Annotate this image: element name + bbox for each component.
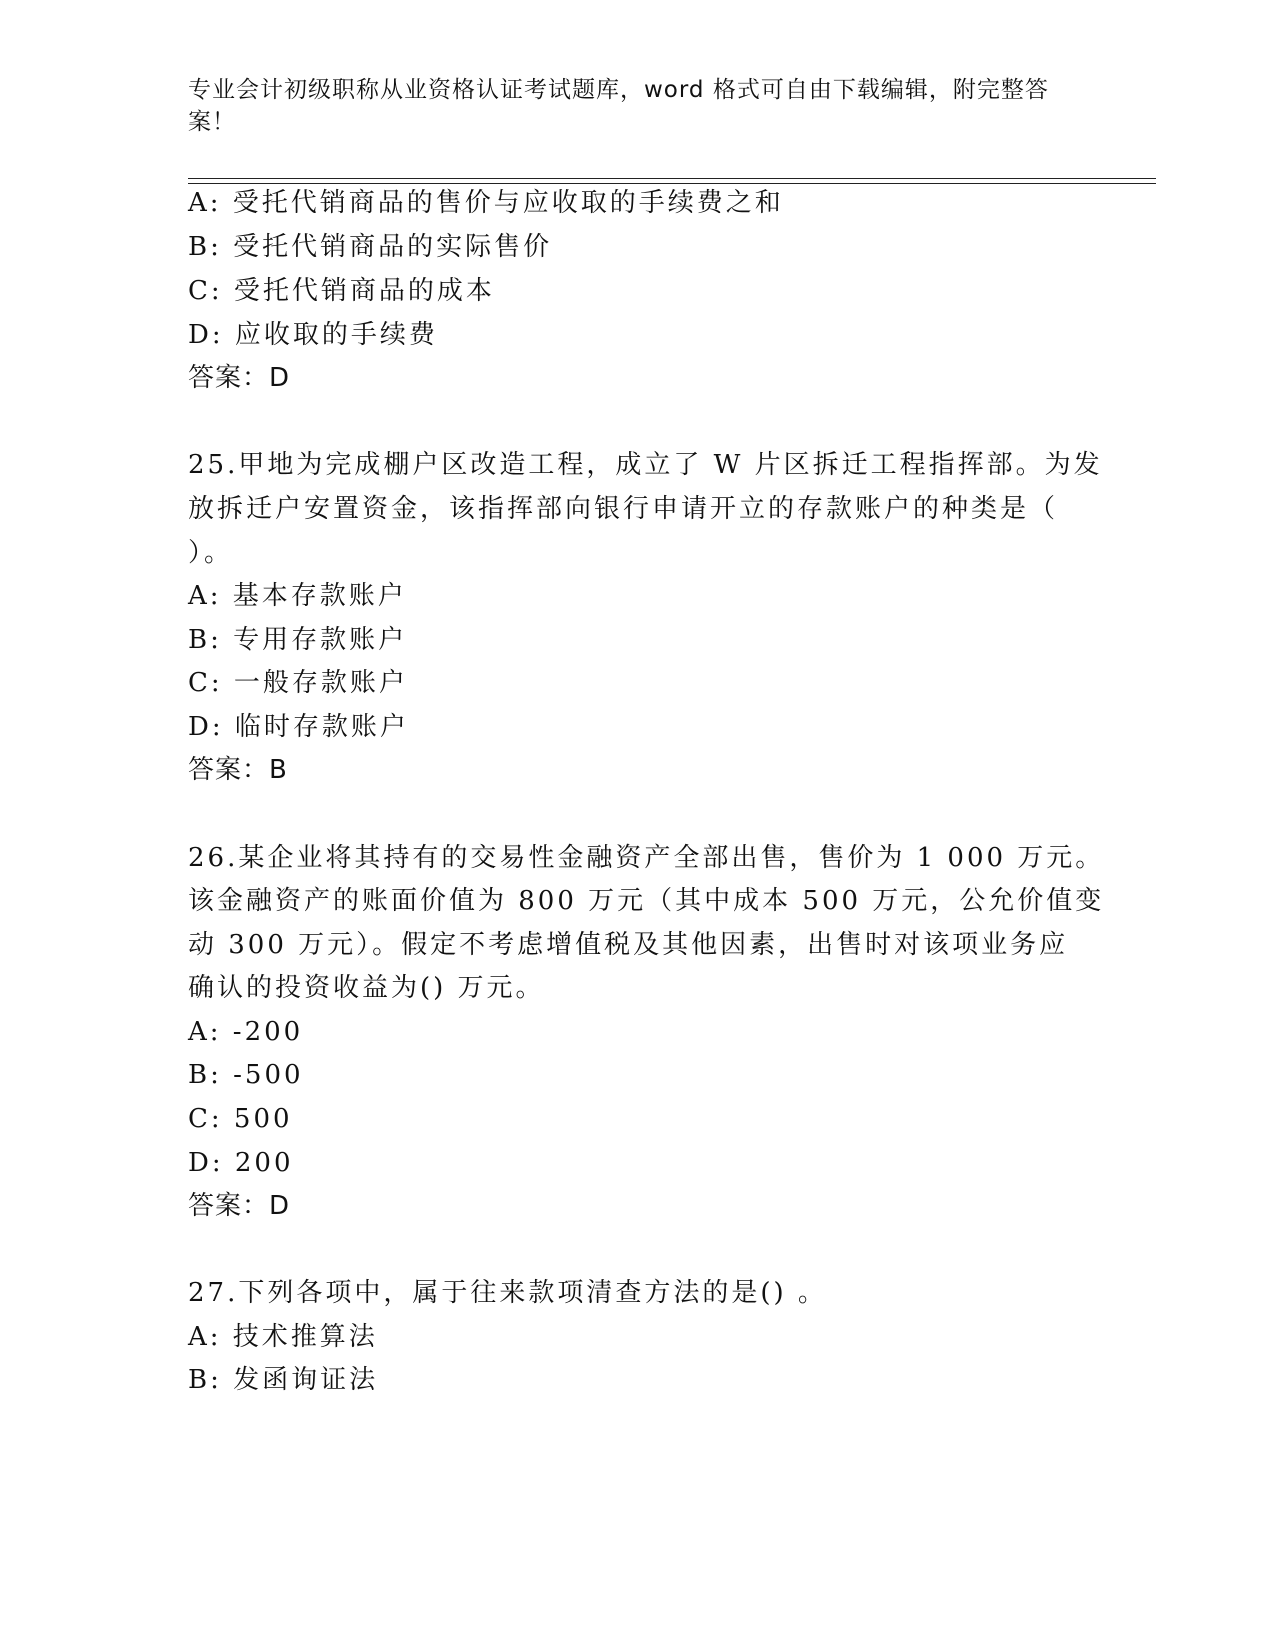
option-c: C: 500 [188,1104,293,1134]
option-d: D: 200 [188,1148,294,1178]
option-a: A: 基本存款账户 [188,581,407,611]
question-25-stem-line-3: ）。 [188,538,234,568]
answer: 答案：D [188,363,291,393]
answer: 答案：D [188,1191,291,1221]
document-header [188,74,1068,138]
answer: 答案：B [188,755,288,785]
header-line-1: 专业会计初级职称从业资格认证考试题库，word 格式可自由下载编辑，附完整答 [188,77,1049,103]
question-25-stem-line-2: 放拆迁户安置资金，该指挥部向银行申请开立的存款账户的种类是（ [188,494,1059,524]
option-c: C: 一般存款账户 [188,668,408,698]
option-a: A: -200 [188,1017,304,1047]
option-b: B: -500 [188,1060,304,1090]
header-divider-top [188,178,1156,179]
question-27-stem-line-1: 27.下列各项中，属于往来款项清查方法的是() 。 [188,1278,827,1308]
option-b: B: 发函询证法 [188,1365,379,1395]
question-26-stem-line-3: 动 300 万元）。假定不考虑增值税及其他因素，出售时对该项业务应 [188,930,1069,960]
question-25-stem-line-1: 25.甲地为完成棚户区改造工程，成立了 W 片区拆迁工程指挥部。为发 [188,450,1103,480]
question-26-stem-line-1: 26.某企业将其持有的交易性金融资产全部出售，售价为 1 000 万元。 [188,843,1105,873]
question-26-stem-line-2: 该金融资产的账面价值为 800 万元（其中成本 500 万元，公允价值变 [188,886,1105,916]
option-d: D: 临时存款账户 [188,712,409,742]
option-d: D: 应收取的手续费 [188,320,438,350]
option-c: C: 受托代销商品的成本 [188,276,495,306]
option-b: B: 受托代销商品的实际售价 [188,232,553,262]
option-a: A: 受托代销商品的售价与应收取的手续费之和 [188,188,784,218]
header-divider-bottom [188,183,1156,184]
option-a: A: 技术推算法 [188,1322,378,1352]
option-b: B: 专用存款账户 [188,625,408,655]
header-line-2: 案！ [188,109,236,135]
question-26-stem-line-4: 确认的投资收益为() 万元。 [188,973,545,1003]
